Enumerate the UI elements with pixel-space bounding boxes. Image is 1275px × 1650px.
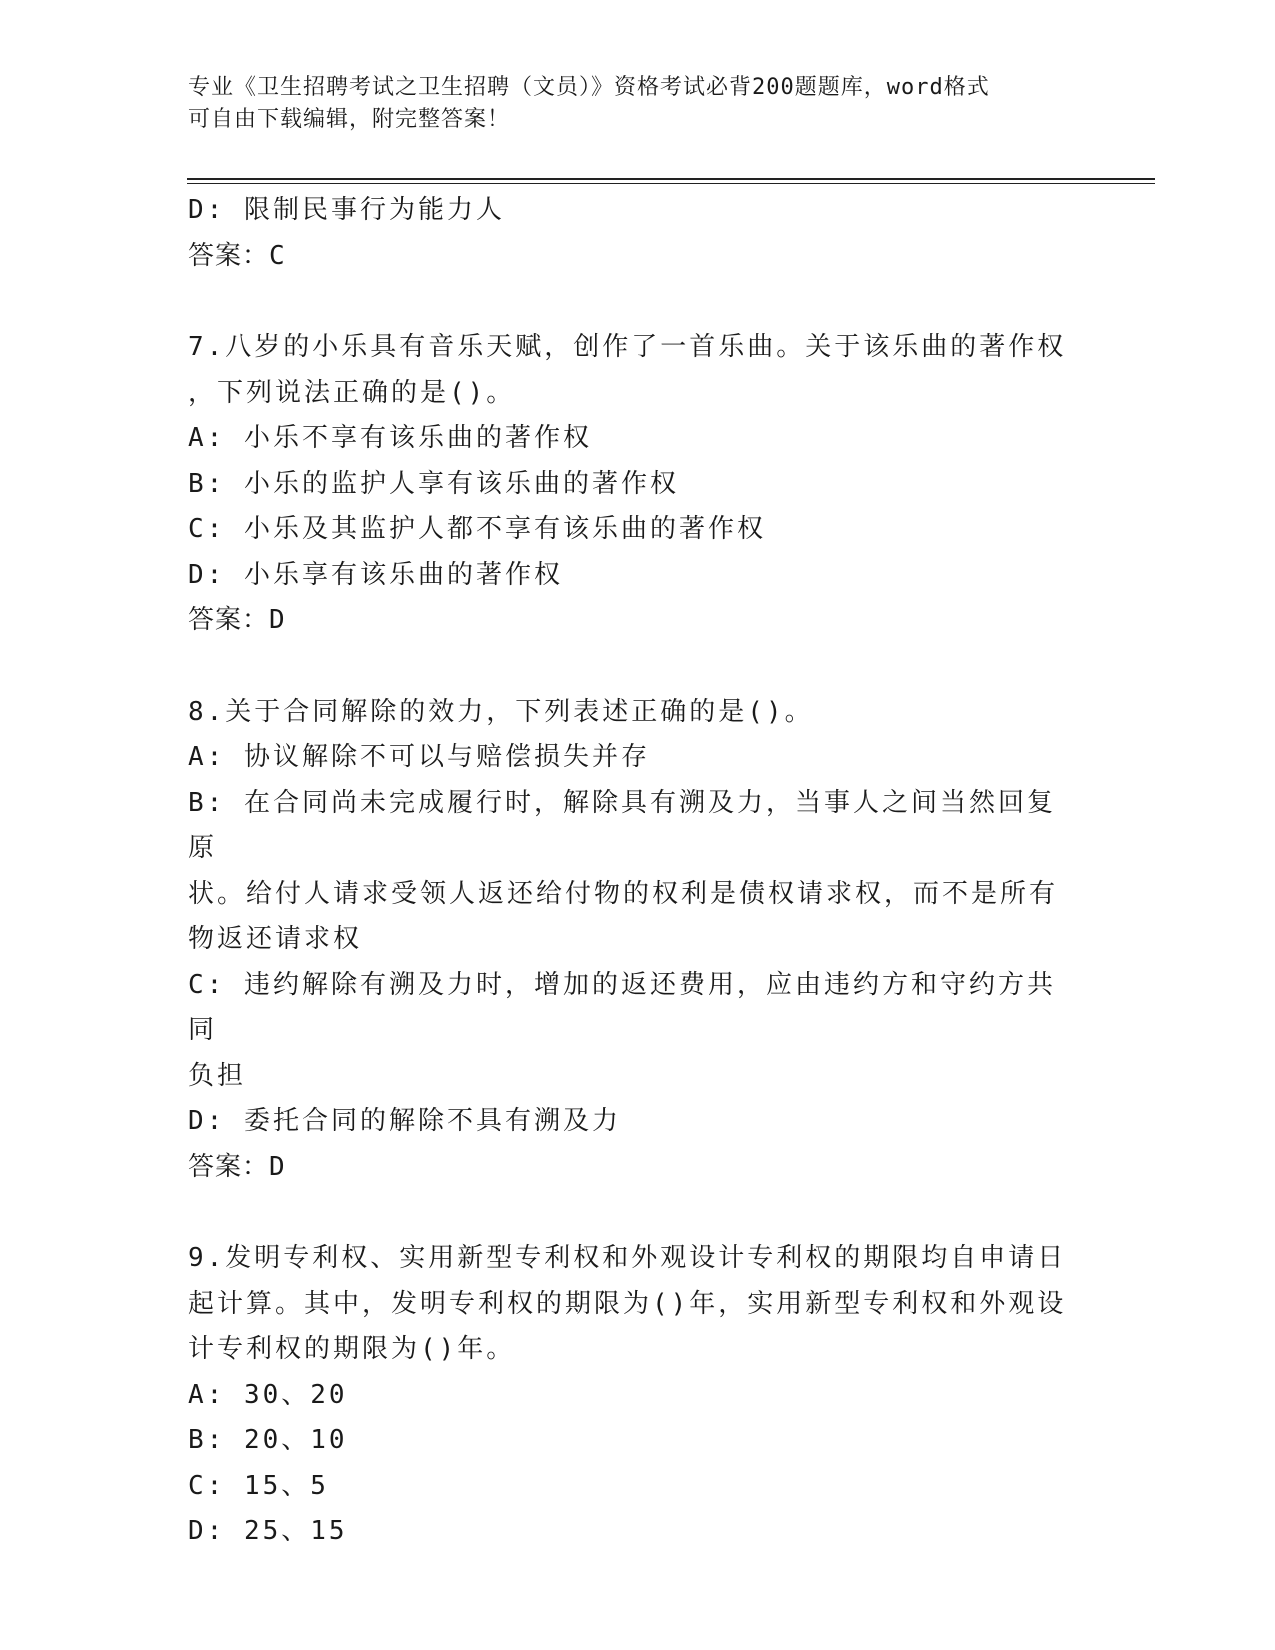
page-header bbox=[188, 72, 1088, 136]
option-d: D: 25、15 bbox=[188, 1516, 348, 1546]
spacer bbox=[188, 279, 1068, 325]
answer-line: 答案：D bbox=[188, 605, 286, 635]
question-content bbox=[188, 188, 1068, 1555]
header-line-1: 专业《卫生招聘考试之卫生招聘（文员）》资格考试必背200题题库，word格式 bbox=[188, 75, 990, 100]
option-b: B: 20、10 bbox=[188, 1425, 348, 1455]
option-c-continued: 负担 bbox=[188, 1060, 247, 1091]
question-stem: ，下列说法正确的是()。 bbox=[188, 377, 516, 408]
option-a: A: 小乐不享有该乐曲的著作权 bbox=[188, 423, 592, 453]
spacer bbox=[188, 1190, 1068, 1236]
question-stem: 起计算。其中，发明专利权的期限为()年，实用新型专利权和外观设 bbox=[188, 1288, 1067, 1319]
option-a: A: 30、20 bbox=[188, 1379, 348, 1410]
question-block-8 bbox=[188, 690, 1068, 1191]
question-stem: 7.八岁的小乐具有音乐天赋，创作了一首乐曲。关于该乐曲的著作权 bbox=[188, 332, 1067, 362]
option-c: C: 小乐及其监护人都不享有该乐曲的著作权 bbox=[188, 514, 766, 544]
option-c: C: 15、5 bbox=[188, 1470, 329, 1501]
option-d: D: 委托合同的解除不具有溯及力 bbox=[188, 1106, 621, 1136]
question-block-6 bbox=[188, 188, 1068, 279]
option-d: D: 限制民事行为能力人 bbox=[188, 195, 505, 225]
question-stem: 9.发明专利权、实用新型专利权和外观设计专利权的期限均自申请日 bbox=[188, 1243, 1067, 1273]
option-d: D: 小乐享有该乐曲的著作权 bbox=[188, 559, 563, 590]
question-block-9 bbox=[188, 1236, 1068, 1555]
option-a: A: 协议解除不可以与赔偿损失并存 bbox=[188, 742, 650, 772]
option-b-continued: 状。给付人请求受领人返还给付物的权利是债权请求权，而不是所有 bbox=[188, 878, 1059, 909]
option-b-continued: 物返还请求权 bbox=[188, 924, 363, 954]
option-b: B: 小乐的监护人享有该乐曲的著作权 bbox=[188, 468, 679, 499]
header-divider-thin bbox=[187, 183, 1155, 184]
answer-line: 答案：C bbox=[188, 240, 286, 271]
option-b: B: 在合同尚未完成履行时，解除具有溯及力，当事人之间当然回复原 bbox=[188, 787, 1056, 863]
option-c: C: 违约解除有溯及力时，增加的返还费用，应由违约方和守约方共同 bbox=[188, 969, 1056, 1045]
spacer bbox=[188, 644, 1068, 690]
question-block-7 bbox=[188, 325, 1068, 644]
question-stem: 计专利权的期限为()年。 bbox=[188, 1334, 516, 1364]
question-stem: 8.关于合同解除的效力，下列表述正确的是()。 bbox=[188, 696, 814, 727]
header-divider-thick bbox=[187, 178, 1155, 180]
header-line-2: 可自由下载编辑，附完整答案！ bbox=[188, 107, 511, 132]
answer-line: 答案：D bbox=[188, 1151, 286, 1182]
